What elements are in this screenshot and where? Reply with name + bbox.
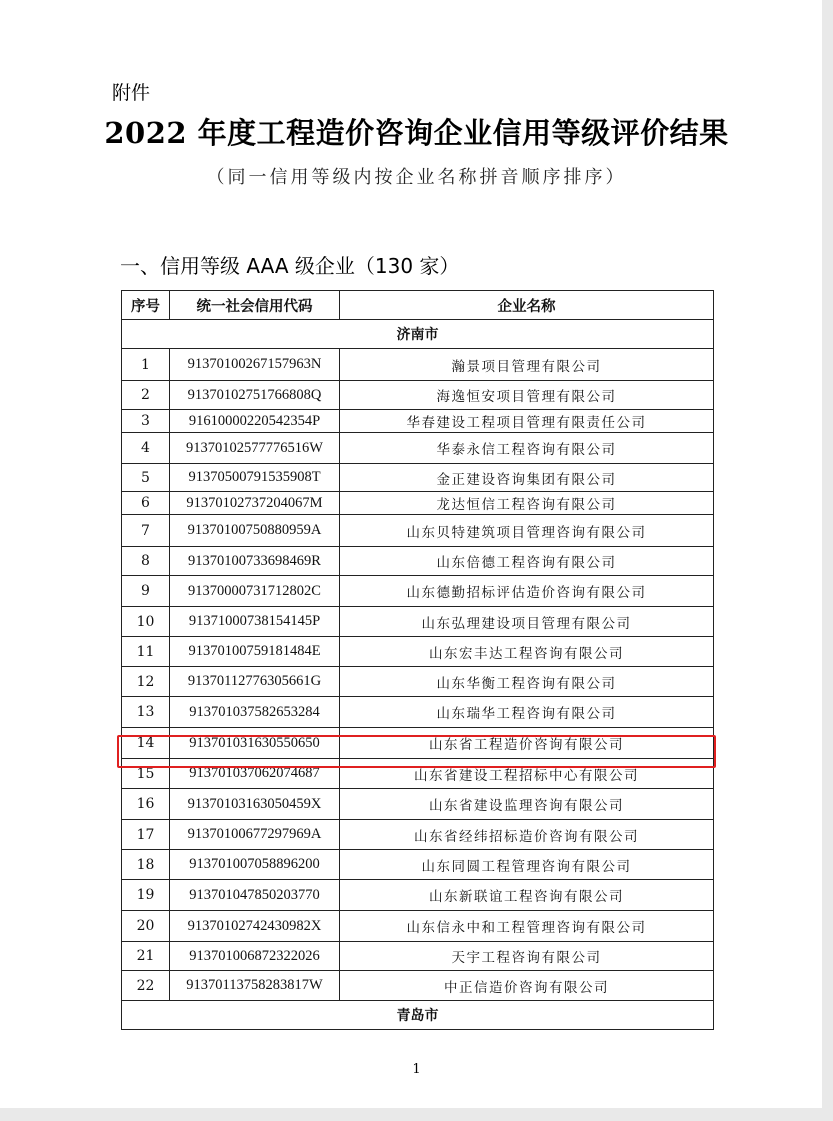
cell-serial-number: 18 (122, 850, 170, 880)
cell-credit-code: 913701006872322026 (170, 942, 340, 971)
cell-company-name: 海逸恒安项目管理有限公司 (340, 381, 714, 410)
cell-serial-number: 15 (122, 759, 170, 789)
cell-serial-number: 20 (122, 911, 170, 942)
table-row (122, 547, 714, 576)
cell-serial-number: 13 (122, 697, 170, 728)
header-credit-code: 统一社会信用代码 (170, 291, 340, 320)
cell-credit-code: 913701007058896200 (170, 850, 340, 880)
cell-company-name: 山东省经纬招标造价咨询有限公司 (340, 820, 714, 850)
cell-credit-code: 91371000738154145P (170, 607, 340, 637)
table-row (122, 911, 714, 942)
city-label: 济南市 (122, 320, 714, 349)
document-subtitle: （同一信用等级内按企业名称拼音顺序排序） (206, 167, 627, 188)
cell-credit-code: 913701031630550650 (170, 728, 340, 759)
cell-company-name: 瀚景项目管理有限公司 (340, 349, 714, 381)
cell-company-name: 华春建设工程项目管理有限责任公司 (340, 410, 714, 433)
cell-serial-number: 1 (122, 349, 170, 381)
page-number: 1 (412, 1062, 421, 1077)
cell-company-name: 山东德勤招标评估造价咨询有限公司 (340, 576, 714, 607)
cell-credit-code: 91370102742430982X (170, 911, 340, 942)
table-row (122, 728, 714, 759)
cell-serial-number: 21 (122, 942, 170, 971)
cell-company-name: 华泰永信工程咨询有限公司 (340, 433, 714, 464)
attachment-label: 附件 (112, 82, 151, 104)
cell-credit-code: 913701047850203770 (170, 880, 340, 911)
cell-company-name: 山东省工程造价咨询有限公司 (340, 728, 714, 759)
city-row-jinan (122, 320, 714, 349)
table-row (122, 697, 714, 728)
table-row (122, 971, 714, 1001)
cell-serial-number: 3 (122, 410, 170, 433)
cell-serial-number: 17 (122, 820, 170, 850)
cell-credit-code: 913701037582653284 (170, 697, 340, 728)
table-row (122, 759, 714, 789)
cell-serial-number: 6 (122, 492, 170, 515)
cell-company-name: 天宇工程咨询有限公司 (340, 942, 714, 971)
cell-company-name: 中正信造价咨询有限公司 (340, 971, 714, 1001)
city-label: 青岛市 (122, 1001, 714, 1030)
cell-credit-code: 91370500791535908T (170, 464, 340, 492)
cell-serial-number: 10 (122, 607, 170, 637)
table-row (122, 433, 714, 464)
cell-company-name: 山东新联谊工程咨询有限公司 (340, 880, 714, 911)
cell-company-name: 山东信永中和工程管理咨询有限公司 (340, 911, 714, 942)
table-row (122, 576, 714, 607)
document-title: 2022 年度工程造价咨询企业信用等级评价结果 (104, 116, 729, 150)
cell-serial-number: 7 (122, 515, 170, 547)
cell-credit-code: 91370102577776516W (170, 433, 340, 464)
cell-serial-number: 5 (122, 464, 170, 492)
header-serial-number: 序号 (122, 291, 170, 320)
cell-serial-number: 2 (122, 381, 170, 410)
table-row (122, 492, 714, 515)
table-row (122, 667, 714, 697)
section-heading: 一、信用等级 AAA 级企业（130 家） (120, 254, 460, 278)
cell-credit-code: 91370102737204067M (170, 492, 340, 515)
cell-credit-code: 91370100750880959A (170, 515, 340, 547)
cell-serial-number: 14 (122, 728, 170, 759)
cell-company-name: 山东倍德工程咨询有限公司 (340, 547, 714, 576)
cell-credit-code: 913701037062074687 (170, 759, 340, 789)
table-header-row (122, 291, 714, 320)
header-company-name: 企业名称 (340, 291, 714, 320)
cell-serial-number: 19 (122, 880, 170, 911)
cell-credit-code: 91370100267157963N (170, 349, 340, 381)
cell-credit-code: 91610000220542354P (170, 410, 340, 433)
cell-serial-number: 11 (122, 637, 170, 667)
cell-company-name: 山东瑞华工程咨询有限公司 (340, 697, 714, 728)
table-row (122, 464, 714, 492)
cell-company-name: 山东同圆工程管理咨询有限公司 (340, 850, 714, 880)
cell-company-name: 山东宏丰达工程咨询有限公司 (340, 637, 714, 667)
credit-rating-table (121, 290, 714, 1030)
page-edge-right (822, 0, 833, 1121)
city-row-qingdao (122, 1001, 714, 1030)
cell-credit-code: 91370100677297969A (170, 820, 340, 850)
table-row (122, 942, 714, 971)
cell-credit-code: 91370000731712802C (170, 576, 340, 607)
cell-company-name: 山东贝特建筑项目管理咨询有限公司 (340, 515, 714, 547)
cell-company-name: 山东省建设工程招标中心有限公司 (340, 759, 714, 789)
table-row (122, 820, 714, 850)
cell-credit-code: 91370100759181484E (170, 637, 340, 667)
table-row (122, 880, 714, 911)
cell-company-name: 山东弘理建设项目管理有限公司 (340, 607, 714, 637)
table-row (122, 381, 714, 410)
cell-serial-number: 22 (122, 971, 170, 1001)
cell-credit-code: 91370102751766808Q (170, 381, 340, 410)
table-row (122, 850, 714, 880)
table-row (122, 349, 714, 381)
table-row (122, 789, 714, 820)
cell-company-name: 金正建设咨询集团有限公司 (340, 464, 714, 492)
page-edge-bottom (0, 1108, 833, 1121)
cell-serial-number: 8 (122, 547, 170, 576)
cell-credit-code: 91370113758283817W (170, 971, 340, 1001)
cell-serial-number: 16 (122, 789, 170, 820)
cell-credit-code: 91370103163050459X (170, 789, 340, 820)
cell-company-name: 龙达恒信工程咨询有限公司 (340, 492, 714, 515)
table-row (122, 410, 714, 433)
cell-serial-number: 4 (122, 433, 170, 464)
cell-company-name: 山东省建设监理咨询有限公司 (340, 789, 714, 820)
cell-serial-number: 12 (122, 667, 170, 697)
table-row (122, 637, 714, 667)
cell-serial-number: 9 (122, 576, 170, 607)
table-row (122, 515, 714, 547)
cell-credit-code: 91370112776305661G (170, 667, 340, 697)
table-row (122, 607, 714, 637)
cell-company-name: 山东华衡工程咨询有限公司 (340, 667, 714, 697)
cell-credit-code: 91370100733698469R (170, 547, 340, 576)
